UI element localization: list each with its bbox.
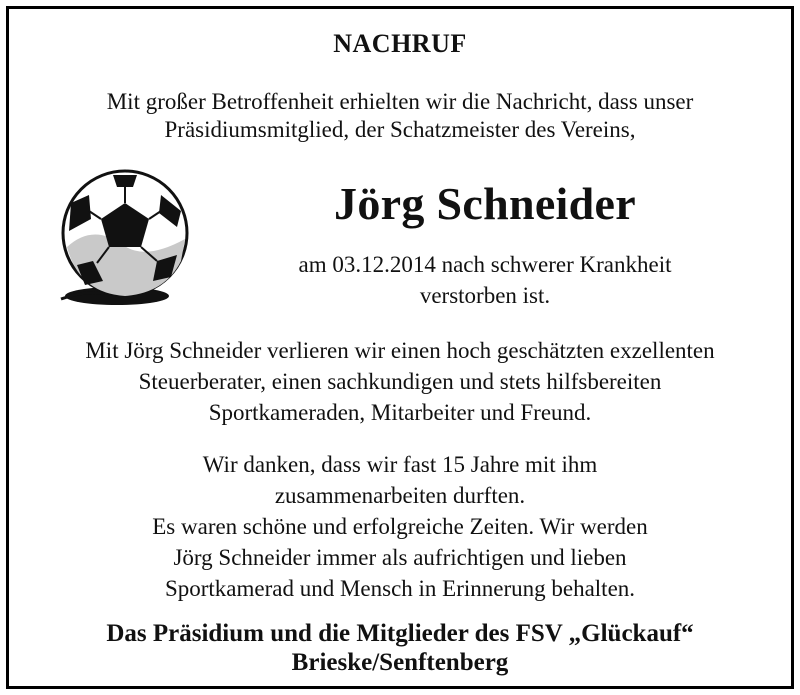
intro-line: Präsidiumsmitglied, der Schatzmeister des Vereins, [164,117,636,142]
thanks-line: zusammenarbeiten durften. [274,483,526,508]
thanks-line: Sportkamerad und Mensch in Erinnerung behalten. [164,576,636,601]
tribute-line: Steuerberater, einen sachkundigen und stets hilfsbereiten [138,369,662,394]
tribute-paragraph [9,335,791,428]
deceased-name: Jörg Schneider [334,178,636,229]
notice-heading: NACHRUF [333,29,467,58]
death-statement [179,249,791,311]
obituary-notice [6,6,794,689]
tribute-line: Sportkameraden, Mitarbeiter und Freund. [208,400,592,425]
intro-line: Mit großer Betroffenheit erhielten wir die Nachricht, dass unser [106,89,694,114]
intro-text [9,88,791,144]
death-line: verstorben ist. [419,283,551,308]
death-line: am 03.12.2014 nach schwerer Krankheit [298,252,672,277]
thanks-line: Es waren schöne und erfolgreiche Zeiten. Wir werden [152,514,648,539]
signature-line: Brieske/Senftenberg [291,649,509,676]
signature-block [9,619,791,677]
thanks-line: Wir danken, dass wir fast 15 Jahre mit ihm [202,452,598,477]
thanks-line: Jörg Schneider immer als aufrichtigen und lieben [173,545,627,570]
football-icon [53,165,193,310]
tribute-line: Mit Jörg Schneider verlieren wir einen hoch geschätzten exzellenten [85,338,715,363]
signature-line: Das Präsidium und die Mitglieder des FSV „Glückauf“ [106,620,694,647]
thanks-paragraph [9,449,791,604]
